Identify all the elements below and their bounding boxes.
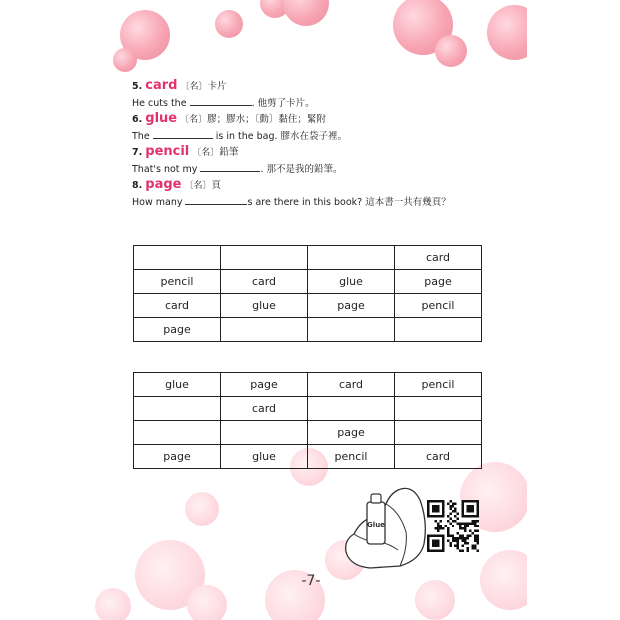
vocabulary-list (132, 78, 522, 210)
vocab-meaning: 頁 (211, 180, 222, 191)
vocab-heading (132, 111, 522, 129)
grid-cell (221, 318, 308, 342)
fill-in-blank[interactable] (200, 162, 260, 172)
item-number: 8. (132, 180, 143, 191)
sentence-text: . 那不是我的鉛筆。 (260, 163, 343, 175)
sentence-text: The (132, 130, 153, 142)
vocab-meaning: 鉛筆 (219, 147, 239, 158)
grid-cell (134, 246, 221, 270)
word-grid-1 (133, 245, 482, 342)
grid-cell (395, 318, 482, 342)
grid-cell: card (395, 445, 482, 469)
grid-cell: pencil (308, 445, 395, 469)
grid-cell: card (221, 397, 308, 421)
sentence-text: s are there in this book? 這本書一共有幾頁？ (247, 196, 451, 208)
grid-cell (395, 421, 482, 445)
grid-cell (134, 421, 221, 445)
page-number: -7- (301, 573, 321, 589)
fill-in-blank[interactable] (185, 195, 247, 205)
grid-cell: pencil (395, 373, 482, 397)
sentence-text: . 他剪了卡片。 (251, 97, 315, 109)
grid-row (134, 445, 482, 469)
grid-cell: page (395, 270, 482, 294)
grid-cell (308, 318, 395, 342)
sentence-text: is in the bag. 膠水在袋子裡。 (212, 130, 348, 142)
glue-bag-illustration (340, 482, 435, 572)
grid-cell: card (395, 246, 482, 270)
grid-cell (395, 397, 482, 421)
workbook-page (95, 0, 527, 620)
vocab-word: page (145, 177, 182, 192)
example-sentence (132, 195, 522, 211)
bubble-decoration (95, 588, 131, 620)
qr-code[interactable] (427, 500, 479, 552)
bubble-decoration (283, 0, 329, 26)
bubble-decoration (487, 5, 527, 60)
grid-cell: page (308, 421, 395, 445)
grid-cell: glue (308, 270, 395, 294)
grid-cell: pencil (395, 294, 482, 318)
sentence-text: How many (132, 196, 186, 208)
example-sentence (132, 129, 522, 145)
grid-cell: page (134, 318, 221, 342)
vocab-word: glue (145, 111, 178, 126)
bottle-label: Glue (367, 521, 385, 529)
grid-cell: card (308, 373, 395, 397)
sentence-text: He cuts the (132, 97, 190, 109)
part-of-speech: 〔名〕 (180, 115, 208, 125)
vocab-word: pencil (145, 144, 190, 159)
grid-row (134, 246, 482, 270)
fill-in-blank[interactable] (190, 96, 252, 106)
grid-cell: card (221, 270, 308, 294)
part-of-speech: 〔名〕 (192, 148, 220, 158)
grid-row (134, 373, 482, 397)
bubble-decoration (435, 35, 467, 67)
grid-cell (221, 421, 308, 445)
grid-cell: glue (221, 445, 308, 469)
grid-cell: page (221, 373, 308, 397)
bubble-decoration (113, 48, 137, 72)
grid-cell (308, 246, 395, 270)
part-of-speech: 〔名〕 (180, 82, 208, 92)
grid-cell (134, 397, 221, 421)
grid-row (134, 421, 482, 445)
grid-cell: pencil (134, 270, 221, 294)
item-number: 5. (132, 81, 143, 92)
vocab-heading (132, 78, 522, 96)
vocab-word: card (145, 78, 178, 93)
grid-row (134, 318, 482, 342)
grid-cell: glue (221, 294, 308, 318)
fill-in-blank[interactable] (153, 129, 213, 139)
part-of-speech: 〔名〕 (184, 181, 212, 191)
grid-cell: card (134, 294, 221, 318)
item-number: 6. (132, 114, 143, 125)
vocab-meaning: 卡片 (207, 81, 227, 92)
grid-row (134, 397, 482, 421)
grid-cell: page (134, 445, 221, 469)
item-number: 7. (132, 147, 143, 158)
example-sentence (132, 162, 522, 178)
bubble-decoration (215, 10, 243, 38)
grid-row (134, 294, 482, 318)
grid-cell (221, 246, 308, 270)
vocab-heading (132, 177, 522, 195)
grid-cell: page (308, 294, 395, 318)
vocab-meaning: 膠；膠水；〔動〕黏住；緊附 (207, 114, 326, 125)
grid-row (134, 270, 482, 294)
word-grid-2 (133, 372, 482, 469)
vocab-heading (132, 144, 522, 162)
sentence-text: That's not my (132, 163, 201, 175)
bubble-decoration (187, 585, 227, 620)
bubble-decoration (185, 492, 219, 526)
example-sentence (132, 96, 522, 112)
grid-cell (308, 397, 395, 421)
grid-cell: glue (134, 373, 221, 397)
